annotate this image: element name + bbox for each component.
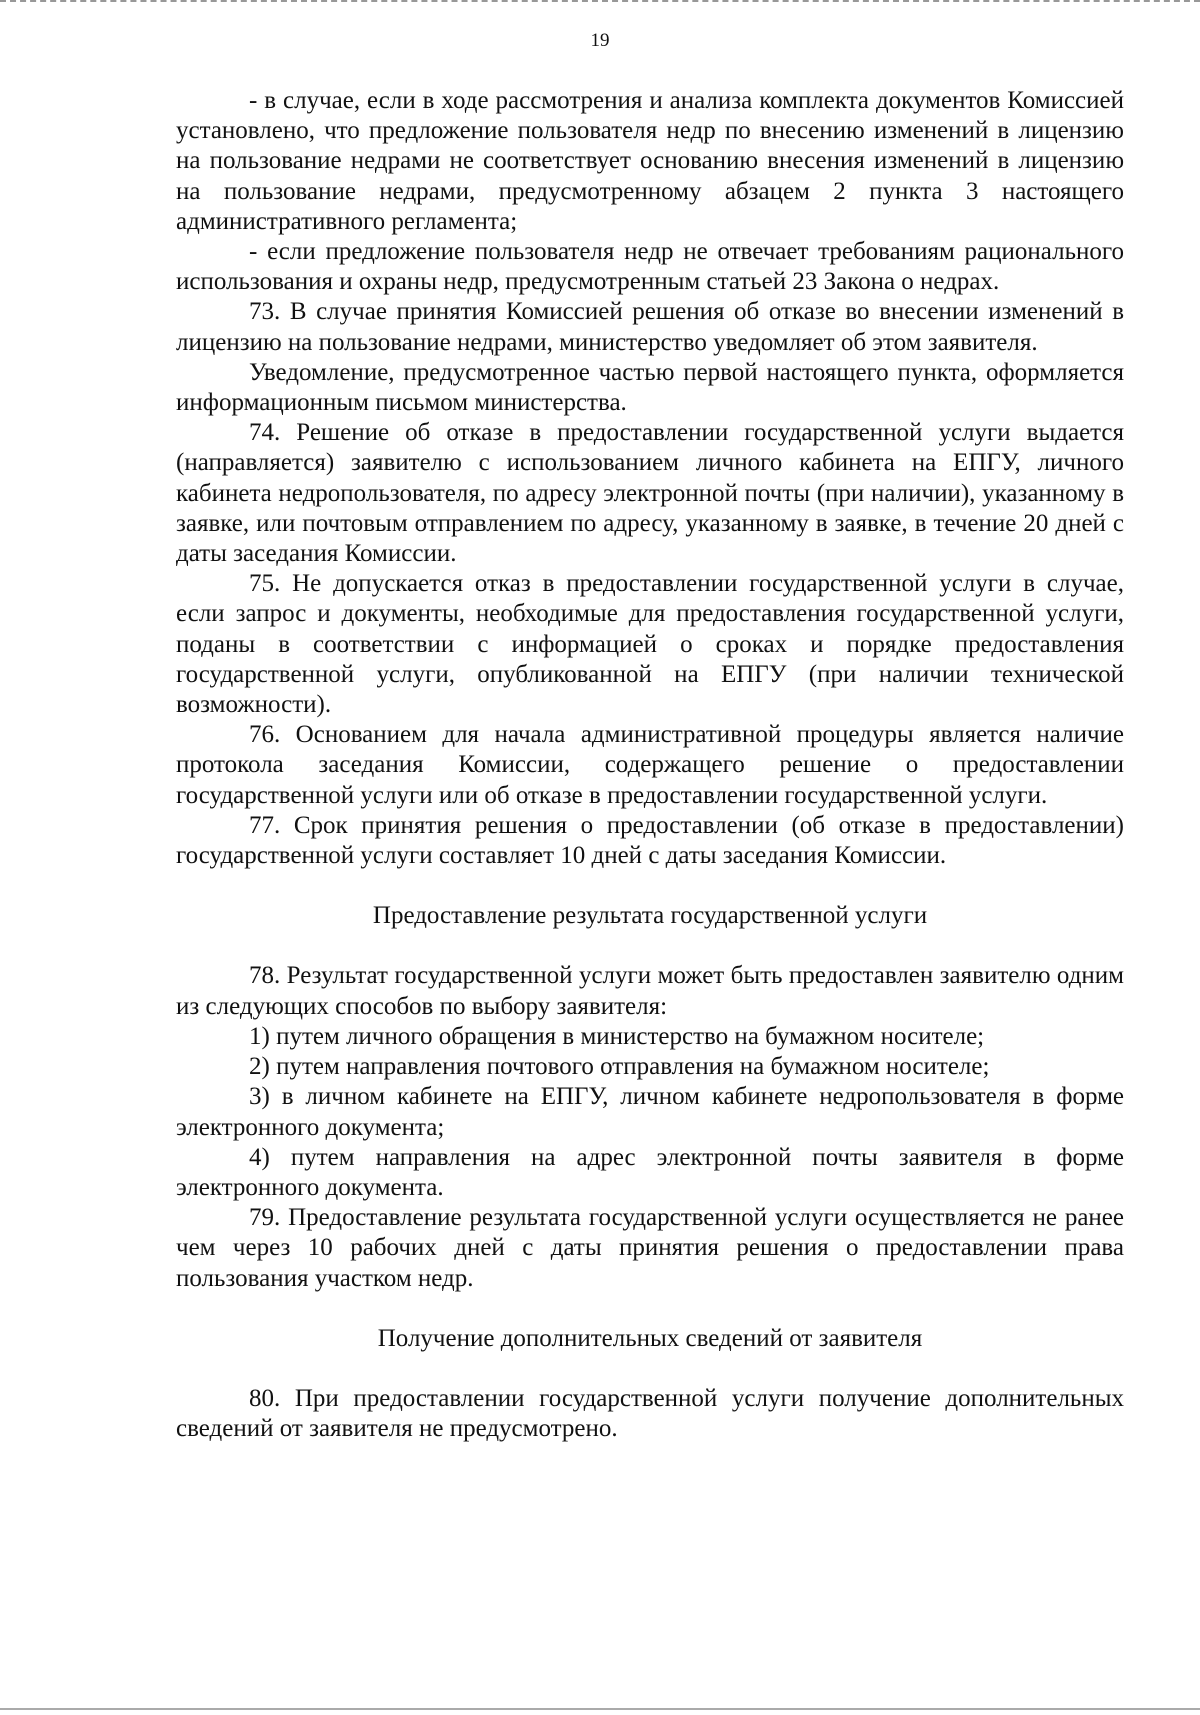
list-item-3: 3) в личном кабинете на ЕПГУ, личном кабинете недропользователя в форме электронного документа; xyxy=(176,1083,1124,1141)
paragraph-76: 76. Основанием для начала административной процедуры является наличие протокола заседания Комиссии, содержащего решение о предоставлении государственной услуги или об отказе в предоставлении государственной услуги. xyxy=(176,721,1124,809)
paragraph-74: 74. Решение об отказе в предоставлении государственной услуги выдается (направляется) заявителю с использованием личного кабинета на ЕПГУ, личного кабинета недропользователя, по адресу электронной почты (при наличии), указанному в заявке, или почтовым отправлением по адресу, указанному в заявке, в течение 20 дней с даты заседания Комиссии. xyxy=(176,419,1124,568)
paragraph-73-notice: Уведомление, предусмотренное частью первой настоящего пункта, оформляется информационным письмом министерства. xyxy=(176,358,1124,417)
paragraph-80: 80. При предоставлении государственной услуги получение дополнительных сведений от заявителя не предусмотрено. xyxy=(176,1384,1124,1443)
page-number: 19 xyxy=(590,30,610,51)
list-item-1: 1) путем личного обращения в министерство на бумажном носителе; xyxy=(249,1022,985,1050)
paragraph-condition-1: - в случае, если в ходе рассмотрения и анализа комплекта документов Комиссией установлено, что предложение пользователя недр по внесению изменений в лицензию на пользование недрами не соответствует основанию внесения изменений в лицензию на пользование недрами, предусмотренному абзацем 2 пункта 3 настоящего административного регламента; xyxy=(176,87,1124,235)
section-heading-additional-info: Получение дополнительных сведений от заявителя xyxy=(377,1324,923,1352)
list-item-2: 2) путем направления почтового отправления на бумажном носителе; xyxy=(249,1053,990,1081)
scan-edge-bottom xyxy=(0,1708,1200,1710)
paragraph-77: 77. Срок принятия решения о предоставлении (об отказе в предоставлении) государственной услуги составляет 10 дней с даты заседания Комиссии. xyxy=(176,811,1124,870)
scan-edge-top xyxy=(0,0,1200,2)
section-heading-result: Предоставление результата государственной услуги xyxy=(372,902,928,930)
paragraph-78: 78. Результат государственной услуги может быть предоставлен заявителю одним из следующих способов по выбору заявителя: xyxy=(176,962,1124,1020)
paragraph-79: 79. Предоставление результата государственной услуги осуществляется не ранее чем через 10 рабочих дней с даты принятия решения о предоставлении права пользования участком недр. xyxy=(176,1204,1124,1292)
paragraph-73: 73. В случае принятия Комиссией решения об отказе во внесении изменений в лицензию на пользование недрами, министерство уведомляет об этом заявителя. xyxy=(176,298,1124,356)
list-item-4: 4) путем направления на адрес электронной почты заявителя в форме электронного документа. xyxy=(176,1143,1124,1201)
paragraph-condition-2: - если предложение пользователя недр не отвечает требованиям рационального использования и охраны недр, предусмотренным статьей 23 Закона о недрах. xyxy=(176,238,1124,296)
document-body xyxy=(176,86,1124,1444)
paragraph-75: 75. Не допускается отказ в предоставлении государственной услуги в случае, если запрос и документы, необходимые для предоставления государственной услуги, поданы в соответствии с информацией о сроках и порядке предоставления государственной услуги, опубликованной на ЕПГУ (при наличии технической возможности). xyxy=(176,570,1124,719)
